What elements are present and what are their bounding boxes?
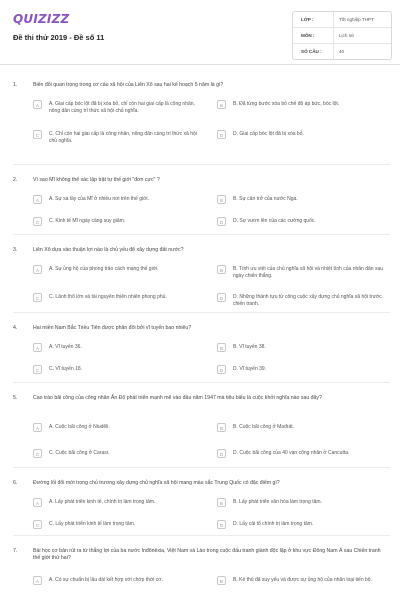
question-number: 6. <box>13 480 18 486</box>
option-letter-badge: C <box>33 293 42 302</box>
option-text: C. Lấy phát triển kinh tế làm trọng tâm. <box>49 521 136 527</box>
option-text: A. Lấy phát triển kinh tế, chính trị làm trọng tâm. <box>49 499 156 505</box>
meta-row-subject <box>293 27 391 43</box>
option-letter-badge: B <box>217 423 226 432</box>
meta-divider <box>333 12 334 27</box>
quizizz-logo[interactable]: QUIZIZZ <box>13 12 70 26</box>
option-letter-badge: D <box>217 449 226 458</box>
option-letter-badge: D <box>217 217 226 226</box>
option-text: C. Cuộc bãi công ở Carasi. <box>49 450 110 456</box>
header-divider <box>0 64 400 65</box>
worksheet-title: Đề thi thử 2019 - Đề số 11 <box>13 33 105 42</box>
worksheet-header <box>0 0 400 64</box>
question-3 <box>0 235 400 313</box>
option-letter-badge: C <box>33 520 42 529</box>
option-letter-badge: D <box>217 520 226 529</box>
worksheet-meta-box <box>292 11 392 60</box>
meta-value: Lịch sử <box>339 33 355 38</box>
option-text: C. Kinh tế Mĩ ngày càng suy giảm. <box>49 218 126 224</box>
option-letter-badge: A <box>33 265 42 274</box>
option-text: D. Sự vươn lên của các cường quốc. <box>233 218 316 224</box>
question-text: Cao trào bãi công của công nhân Ấn Độ phát triển mạnh mẽ vào đầu năm 1947 mà tiêu biểu là cuộc khởi nghĩa nào sau đây? <box>33 395 322 401</box>
meta-key: LỚP : <box>301 17 314 22</box>
option-letter-badge: B <box>217 576 226 585</box>
option-letter-badge: A <box>33 100 42 109</box>
option-letter-badge: D <box>217 130 226 139</box>
option-letter-badge: A <box>33 195 42 204</box>
option-text: B. Sự cản trở của nước Nga. <box>233 196 298 202</box>
option-text: A. Cuộc bãi công ở Niudêli. <box>49 424 110 430</box>
option-letter-badge: B <box>217 100 226 109</box>
option-letter-badge: A <box>33 498 42 507</box>
option-text: B. Đã từng bước xóa bỏ chế độ áp bức, bóc lột. <box>233 101 340 107</box>
option-text: C. Lãnh thổ lớn và tài nguyên thiên nhiên phong phú. <box>49 294 167 300</box>
question-6 <box>0 468 400 536</box>
question-number: 4. <box>13 325 18 331</box>
option-text: B. Kẻ thù đã suy yếu và được sự ủng hộ của nhân loại tiến bộ. <box>233 577 372 583</box>
meta-value: Tốt nghiệp THPT <box>339 17 374 22</box>
option-letter-badge: D <box>217 365 226 374</box>
option-letter-badge: B <box>217 343 226 352</box>
option-text: A. Sự ủng hộ của phong trào cách mạng thế giới. <box>49 266 159 272</box>
question-number: 2. <box>13 177 18 183</box>
option-text: B. Lấy phát triển văn hóa làm trọng tâm. <box>233 499 322 505</box>
option-letter-badge: C <box>33 130 42 139</box>
question-number: 7. <box>13 548 18 554</box>
option-letter-badge: C <box>33 217 42 226</box>
option-letter-badge: B <box>217 265 226 274</box>
option-text: D. Lấy cải tổ chính trị làm trọng tâm. <box>233 521 314 527</box>
question-text: Biến đổi quan trọng trong cơ cấu xã hội của Liên Xô sau hai kế hoạch 5 năm là gì? <box>33 82 224 88</box>
option-letter-badge: C <box>33 365 42 374</box>
question-number: 1. <box>13 82 18 88</box>
question-number: 3. <box>13 247 18 253</box>
question-2 <box>0 165 400 235</box>
meta-key: SỐ CÂU : <box>301 49 322 54</box>
option-letter-badge: B <box>217 195 226 204</box>
option-text: A. Vĩ tuyến 36. <box>49 344 82 350</box>
meta-key: MÔN : <box>301 33 315 38</box>
question-text: Hai miền Nam Bắc Triều Tiên được phân đôi bởi vĩ tuyến bao nhiêu? <box>33 325 192 331</box>
option-letter-badge: C <box>33 449 42 458</box>
option-letter-badge: D <box>217 293 226 302</box>
meta-divider <box>333 44 334 59</box>
option-text: B. Vĩ tuyến 38. <box>233 344 266 350</box>
option-letter-badge: A <box>33 343 42 352</box>
question-text: Bài học cơ bản rút ra từ thắng lợi của ba nước Inđônêxia, Việt Nam và Lào trong cuộc đấu tranh giành độc lập ở khu vực Đông Nam Á sau Chiến tranh thế giới thứ hai? <box>33 548 381 561</box>
question-number: 5. <box>13 395 18 401</box>
meta-row-question-count <box>293 43 391 59</box>
option-text: A. Giai cấp bóc lột đã bị xóa bỏ, chỉ còn hai giai cấp là công nhân, nông dân cùng trí thức xã hội chủ nghĩa. <box>49 101 195 114</box>
question-5 <box>0 383 400 468</box>
question-text: Vì sao Mĩ không thể xác lập trật tự thế giới "đơn cực" ? <box>33 177 160 183</box>
option-text: D. Cuộc bãi công của 40 vạn công nhân ở Cancutta. <box>233 450 350 456</box>
question-text: Đường lối đổi mới trong chủ trương xây dựng chủ nghĩa xã hội mang màu sắc Trung Quốc có đặc điểm gì? <box>33 480 280 486</box>
option-text: D. Những thành tựu từ công cuộc xây dựng chủ nghĩa xã hội trước chiến tranh. <box>233 294 382 307</box>
option-text: B. Tính ưu việt của chủ nghĩa xã hội và nhiệt tình của nhân dân sau ngày chiến thắng. <box>233 266 384 279</box>
option-text: B. Cuộc bãi công ở Mađrát. <box>233 424 295 430</box>
option-text: D. Vĩ tuyến 39. <box>233 366 267 372</box>
option-text: C. Vĩ tuyến 18. <box>49 366 83 372</box>
option-text: A. Có sự chuẩn bị lâu dài kết hợp với chớp thời cơ. <box>49 577 163 583</box>
meta-divider <box>333 28 334 43</box>
meta-value: 40 <box>339 49 345 54</box>
meta-row-class <box>293 12 391 27</box>
option-text: D. Giai cấp bóc lột đã bị xóa bỏ. <box>233 131 304 137</box>
question-4 <box>0 313 400 383</box>
question-7 <box>0 536 400 596</box>
question-text: Liên Xô dựa vào thuận lợi nào là chủ yếu để xây dựng đất nước? <box>33 247 184 253</box>
option-letter-badge: A <box>33 423 42 432</box>
question-1 <box>0 70 400 165</box>
option-letter-badge: B <box>217 498 226 507</box>
option-text: A. Sự sa lầy của Mĩ ở nhiều nơi trên thế giới. <box>49 196 149 202</box>
option-text: C. Chỉ còn hai giai cấp là công nhân, nông dân cùng trí thức xã hội chủ nghĩa. <box>49 131 197 144</box>
option-letter-badge: A <box>33 576 42 585</box>
